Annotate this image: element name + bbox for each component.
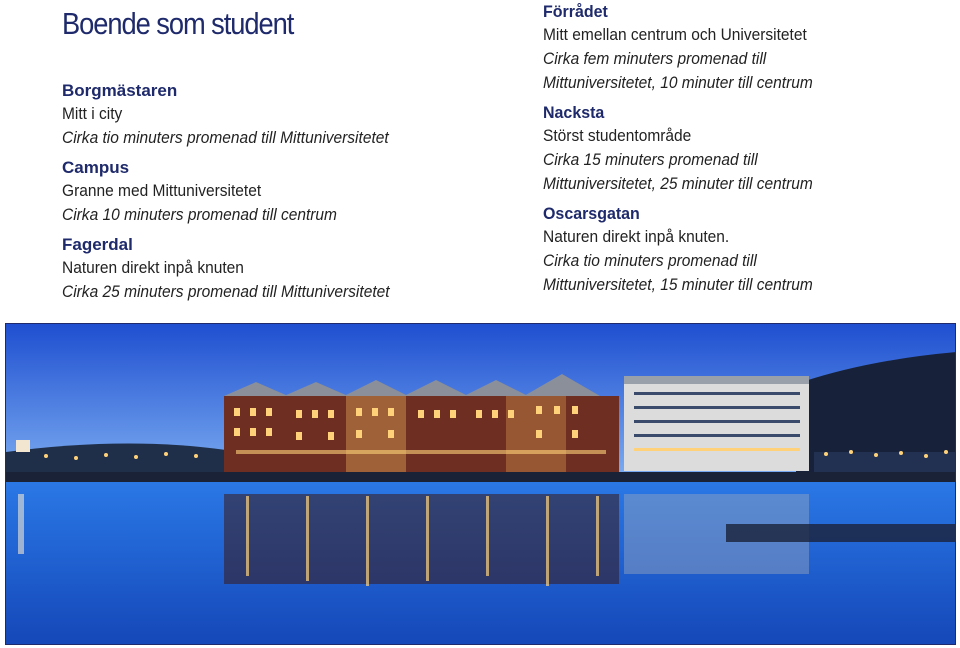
housing-distance-note: Cirka tio minuters promenad till Mittuniversitetet	[62, 129, 389, 147]
housing-entry-campus	[62, 156, 502, 227]
housing-name: Oscarsgatan	[543, 204, 640, 223]
housing-distance-note: Cirka 10 minuters promenad till centrum	[62, 206, 337, 224]
housing-distance-note-line2: Mittuniversitetet, 10 minuter till centrum	[543, 74, 813, 92]
right-shore-lights	[814, 450, 956, 474]
housing-entry-forradet	[543, 0, 943, 95]
right-column	[543, 0, 943, 303]
housing-distance-note-line1: Cirka fem minuters promenad till	[543, 50, 767, 68]
housing-entry-fagerdal	[62, 233, 502, 304]
shoreline	[6, 472, 956, 482]
housing-entry-borgmastaren	[62, 79, 502, 150]
white-office-building	[624, 376, 809, 471]
housing-description: Mitt i city	[62, 105, 123, 123]
housing-name: Förrådet	[543, 2, 608, 21]
photo-illustration	[6, 324, 956, 645]
housing-distance-note-line2: Mittuniversitetet, 25 minuter till centrum	[543, 175, 813, 193]
housing-description: Störst studentområde	[543, 127, 692, 145]
housing-distance-note: Cirka 25 minuters promenad till Mittuniversitetet	[62, 283, 390, 301]
housing-distance-note-line1: Cirka 15 minuters promenad till	[543, 151, 758, 169]
housing-description: Granne med Mittuniversitetet	[62, 182, 262, 200]
housing-distance-note-line2: Mittuniversitetet, 15 minuter till centrum	[543, 276, 813, 294]
housing-distance-note-line1: Cirka tio minuters promenad till	[543, 252, 757, 270]
housing-description: Naturen direkt inpå knuten	[62, 259, 244, 277]
housing-name: Nacksta	[543, 103, 605, 122]
housing-description: Mitt emellan centrum och Universitetet	[543, 26, 807, 44]
housing-name: Fagerdal	[62, 235, 133, 254]
housing-entry-nacksta	[543, 101, 943, 196]
housing-name: Borgmästaren	[62, 81, 178, 100]
housing-entry-oscarsgatan	[543, 202, 943, 297]
left-column	[62, 79, 502, 310]
housing-name: Campus	[62, 158, 130, 177]
page-title: Boende som student	[62, 6, 294, 41]
housing-description: Naturen direkt inpå knuten.	[543, 228, 730, 246]
waterfront-night-photo	[5, 323, 956, 645]
